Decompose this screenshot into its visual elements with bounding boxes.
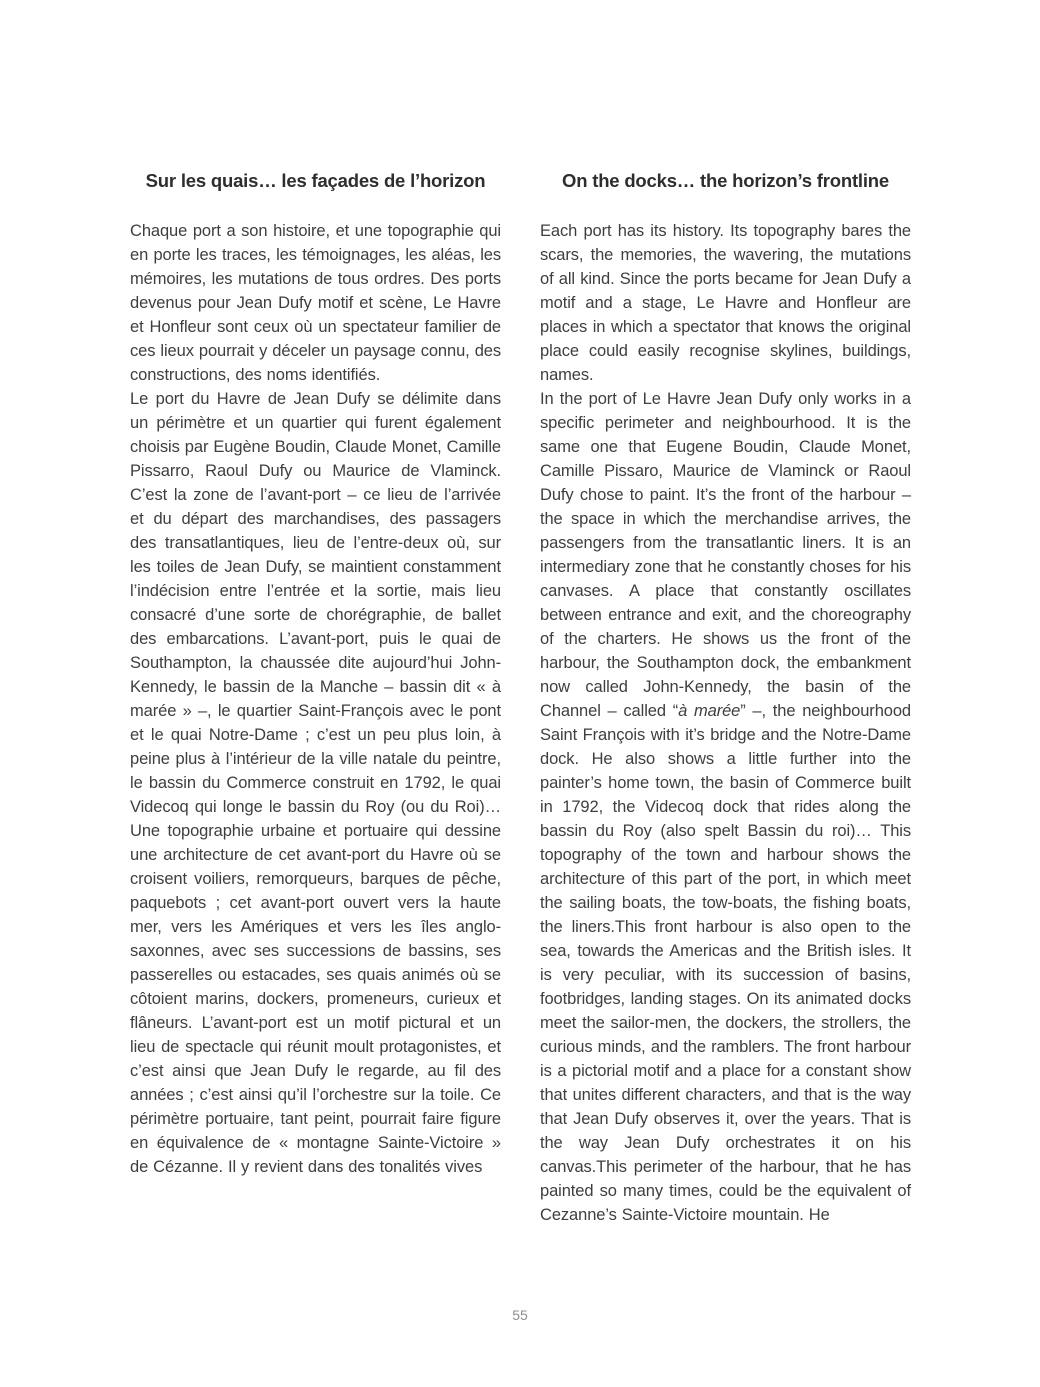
french-paragraph-1: Chaque port a son histoire, et une topographie qui en porte les traces, les témoignages, les aléas, les mémoires, les mutations de tous ordres. Des ports devenus pour Jean Dufy motif et scène, Le Havre et Honfleur sont ceux où un spectateur familier de ces lieux pourrait y déceler un paysage connu, des constructions, des noms identifiés. [130, 222, 501, 384]
french-heading: Sur les quais… les façades de l’horizon [145, 170, 486, 191]
english-paragraph-2: In the port of Le Havre Jean Dufy only works in a specific perimeter and neighbourhood. It is the same one that Eugene Boudin, Claude Monet, Camille Pissaro, Maurice de Vlaminck or Raoul Dufy chose to paint. It’s the front of the harbour – the space in which the merchandise arrives, the passengers from the transatlantic liners. It is an intermediary zone that he constantly choses for his canvases. A place that constantly oscillates between entrance and exit, and the choreography of the charters. He shows us the front of the harbour, the Southampton dock, the embankment now called John-Kennedy, the basin of the Channel – called “à marée” –, the neighbourhood Saint François with it’s bridge and the Notre-Dame dock. He also shows a little further into the painter’s home town, the basin of Commerce built in 1792, the Videcoq dock that rides along the bassin du Roy (also spelt Bassin du roi)… This topography of the town and harbour shows the architecture of this part of the port, in which meet the sailing boats, the tow-boats, the fishing boats, the liners.This front harbour is also open to the sea, towards the Americas and the British isles. It is very peculiar, with its succession of basins, footbridges, landing stages. On its animated docks meet the sailor-men, the dockers, the strollers, the curious minds, and the ramblers. The front harbour is a pictorial motif and a place for a constant show that unites different characters, and that is the way that Jean Dufy observes it, over the years. That is the way Jean Dufy orchestrates it on his canvas.This perimeter of the harbour, that he has painted so many times, could be the equivalent of Cezanne’s Sainte-Victoire mountain. He [540, 390, 911, 1224]
french-column [130, 168, 501, 1227]
french-paragraph-2: Le port du Havre de Jean Dufy se délimite dans un périmètre et un quartier qui furent également choisis par Eugène Boudin, Claude Monet, Camille Pissarro, Raoul Dufy ou Maurice de Vlaminck. C’est la zone de l’avant-port – ce lieu de l’arrivée et du départ des marchandises, des passagers des transatlantiques, lieu de l’entre-deux où, sur les toiles de Jean Dufy, se maintient constamment l’indécision entre l’entrée et la sortie, mais lieu consacré d’une sorte de chorégraphie, de ballet des embarcations. L’avant-port, puis le quai de Southampton, la chaussée dite aujourd’hui John-Kennedy, le bassin de la Manche – bassin dit « à marée » –, le quartier Saint-François avec le pont et le quai Notre-Dame ; c’est un peu plus loin, à peine plus à l’intérieur de la ville natale du peintre, le bassin du Commerce construit en 1792, le quai Videcoq qui longe le bassin du Roy (ou du Roi)… Une topographie urbaine et portuaire qui dessine une architecture de cet avant-port du Havre où se croisent voiliers, remorqueurs, barques de pêche, paquebots ; cet avant-port ouvert vers la haute mer, vers les Amériques et vers les îles anglo-saxonnes, avec ses successions de bassins, ses passerelles ou estacades, ses quais animés où se côtoient marins, dockers, promeneurs, curieux et flâneurs. L’avant-port est un motif pictural et un lieu de spectacle qui réunit moult protagonistes, et c’est ainsi que Jean Dufy le regarde, au fil des années ; c’est ainsi qu’il l’orchestre sur la toile. Ce périmètre portuaire, tant peint, pourrait faire figure en équivalence de « montagne Sainte-Victoire » de Cézanne. Il y revient dans des tonalités vives [130, 390, 501, 1176]
two-column-layout [130, 168, 911, 1227]
english-paragraph-1: Each port has its history. Its topography bares the scars, the memories, the wavering, the mutations of all kind. Since the ports became for Jean Dufy a motif and a stage, Le Havre and Honfleur are places in which a spectator that knows the original place could easily recognise skylines, buildings, names. [540, 222, 911, 384]
english-column [540, 168, 911, 1227]
page-number: 55 [512, 1307, 528, 1323]
english-heading: On the docks… the horizon’s frontline [562, 170, 889, 191]
